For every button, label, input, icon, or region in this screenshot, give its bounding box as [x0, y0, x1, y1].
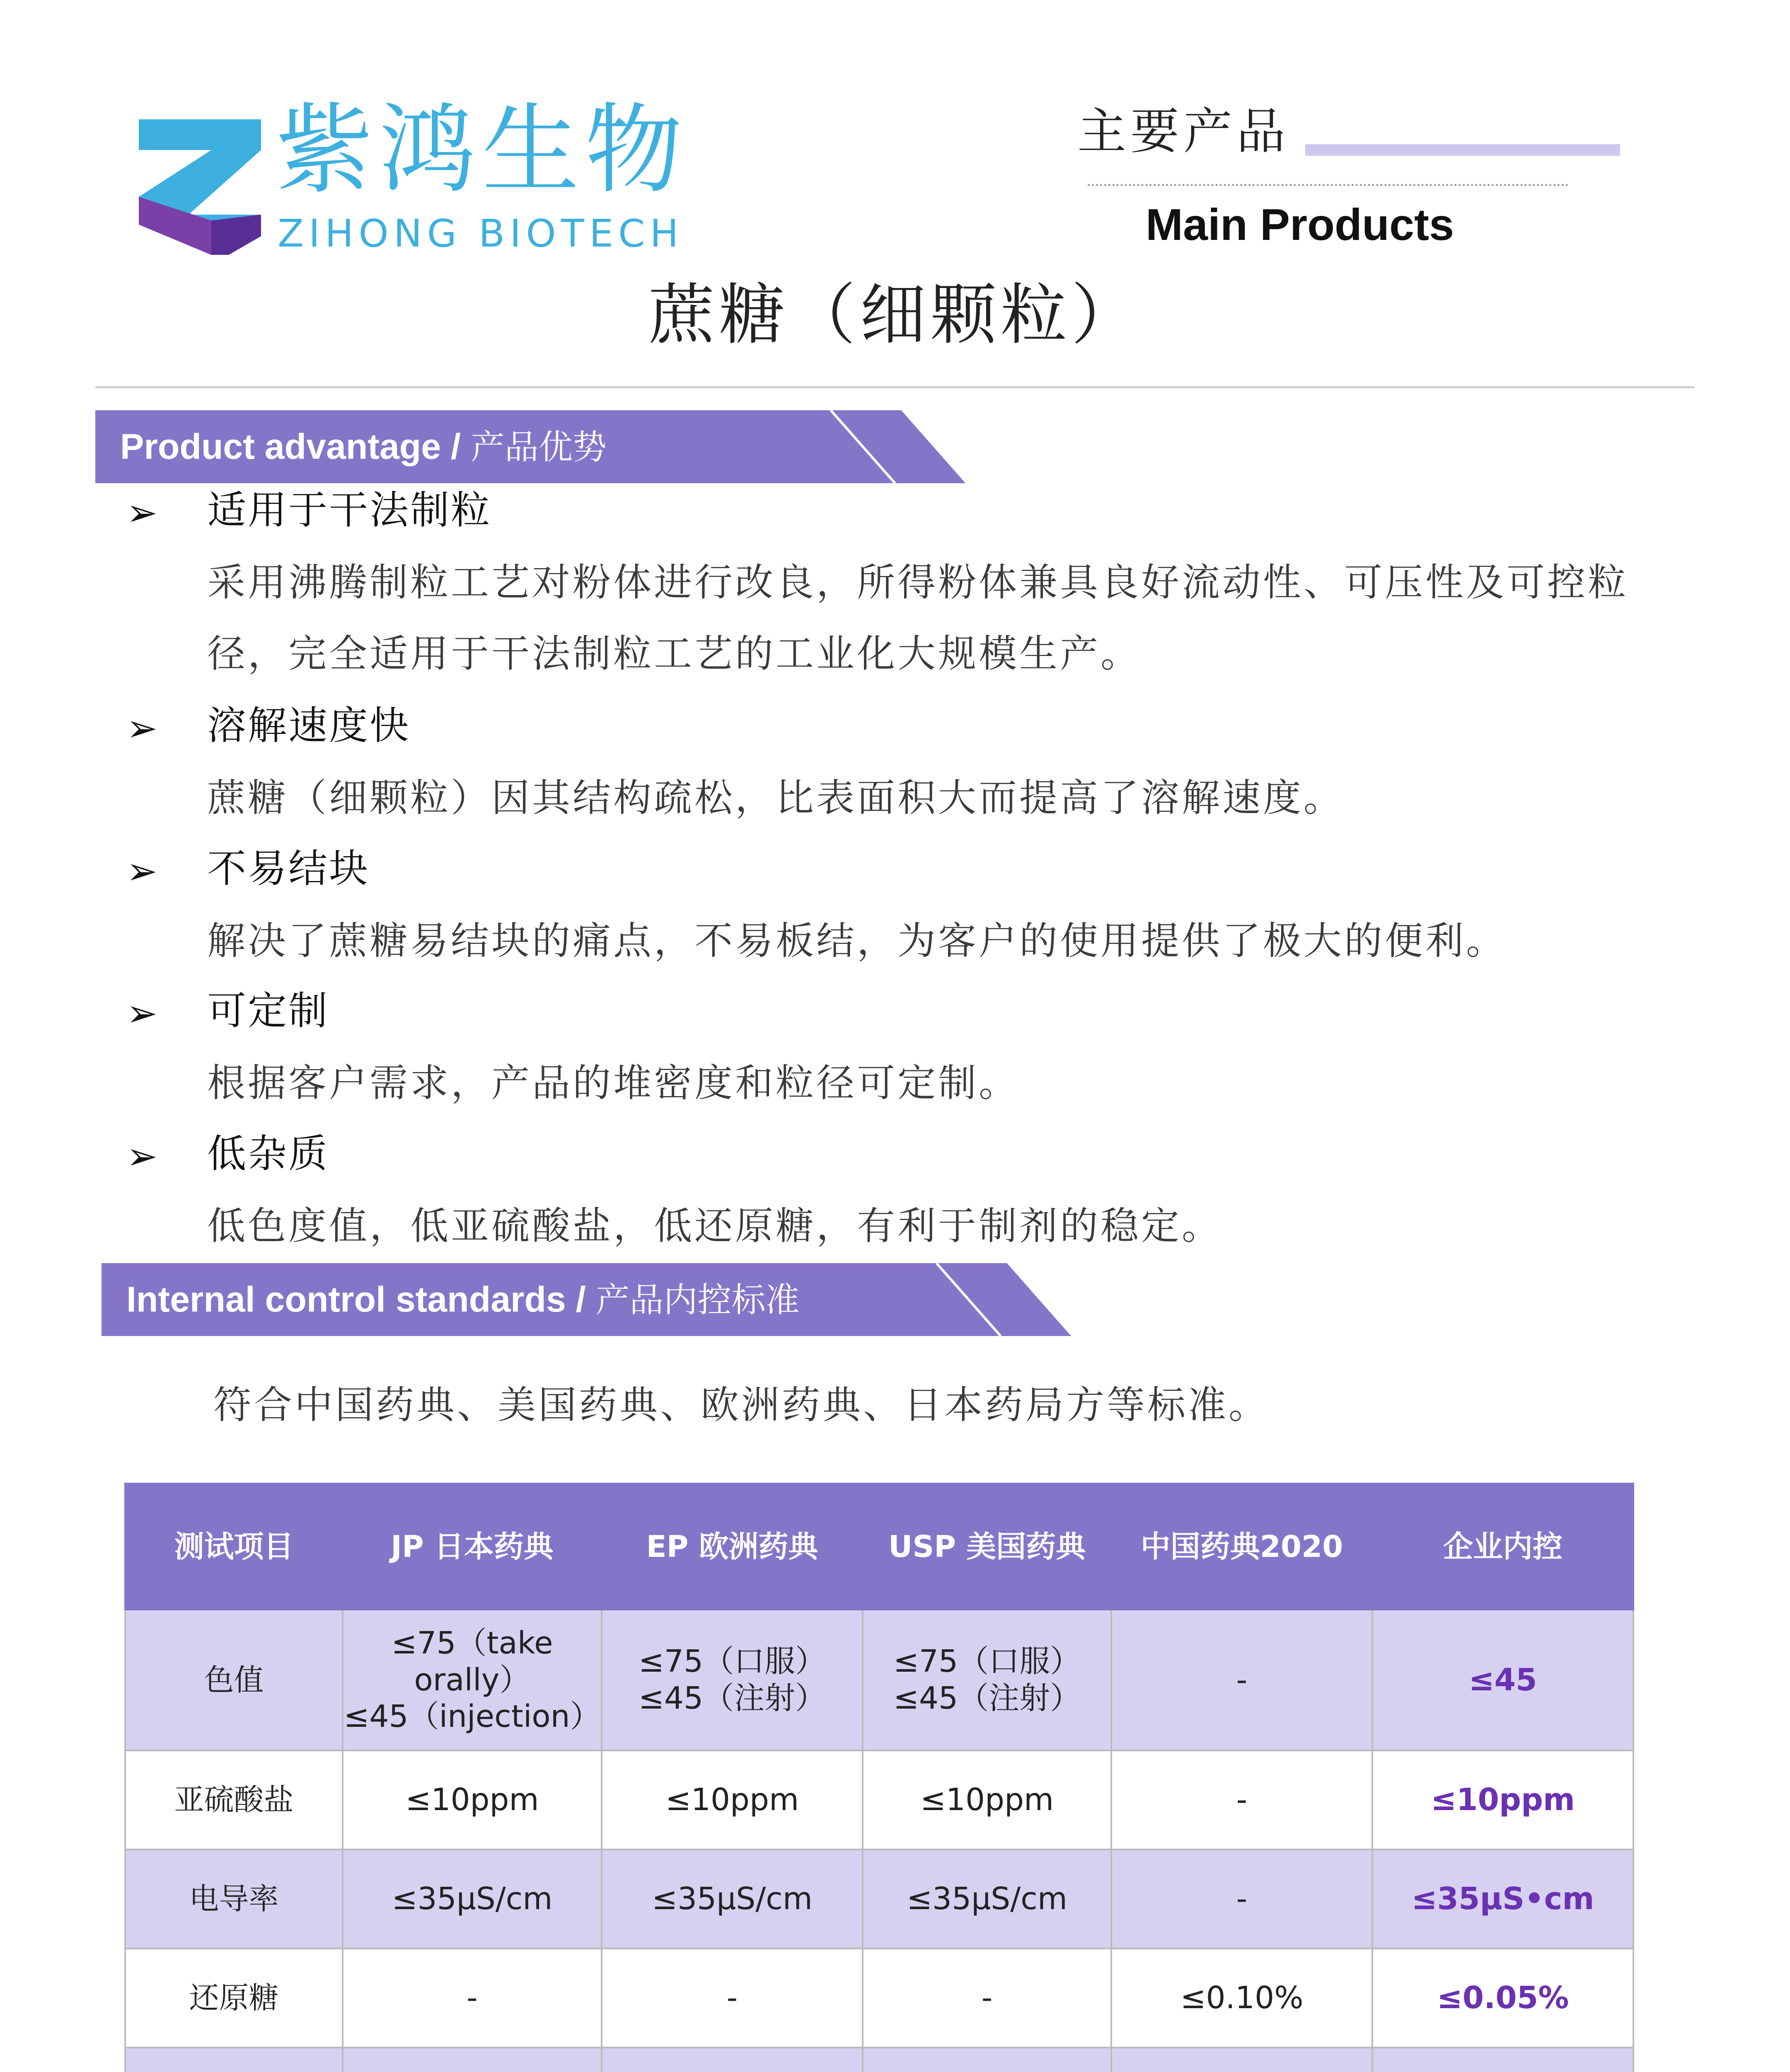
cell-internal: ≤0.05%: [1372, 1949, 1633, 2048]
cell-ep-line: ≤45（注射）: [638, 1680, 826, 1716]
table-row: [125, 2048, 1633, 2072]
table-header-row: [125, 1484, 1633, 1610]
cell-jp: [343, 1610, 602, 1750]
cell-test-item: 亚硫酸盐: [125, 1750, 343, 1849]
cell-internal: ≤45: [1372, 1610, 1633, 1750]
table-row: [125, 1750, 1633, 1849]
cell-test-item: 色值: [125, 1610, 343, 1750]
cell-cp: ≤0.10%: [1111, 1949, 1372, 2048]
arrow-bullet-icon: ➢: [126, 992, 158, 1035]
banner-title-en: Internal control standards /: [126, 1280, 596, 1319]
table-row: [125, 1849, 1633, 1949]
cell-ep-line: ≤75（口服）: [638, 1644, 826, 1680]
product-advantage-banner: [95, 410, 965, 483]
cell-ep: [602, 1849, 863, 1949]
main-products-en: Main Products: [1146, 199, 1454, 249]
arrow-bullet-icon: ➢: [126, 850, 158, 893]
cell-ep: [602, 2048, 863, 2072]
cell-usp: [863, 1750, 1111, 1849]
header-cp: 中国药典2020: [1111, 1484, 1372, 1610]
cell-usp: [863, 1849, 1111, 1949]
cell-jp-line: ≤10ppm: [405, 1782, 539, 1818]
cell-jp: [343, 1849, 602, 1949]
header-jp: JP 日本药典: [343, 1484, 602, 1610]
cell-ep: [602, 1750, 863, 1849]
advantage-description: 低色度值，低亚硫酸盐，低还原糖，有利于制剂的稳定。: [207, 1204, 1223, 1248]
arrow-bullet-icon: ➢: [126, 491, 158, 535]
cell-cp: -: [1111, 1610, 1372, 1750]
cell-test-item: [125, 2048, 343, 2072]
cell-jp-line: ≤35μS/cm: [392, 1881, 553, 1917]
cell-jp: [343, 1949, 602, 2048]
cell-jp: [343, 2048, 602, 2072]
cell-usp-line: ≤10ppm: [920, 1782, 1054, 1818]
cell-test-item: 电导率: [125, 1849, 343, 1949]
banner-title-cn: 产品优势: [470, 428, 607, 467]
advantage-heading: 低杂质: [207, 1131, 329, 1176]
cell-cp: [1111, 2048, 1372, 2072]
page-title: 蔗糖（细颗粒）: [648, 276, 1142, 353]
cell-cp: -: [1111, 1849, 1372, 1949]
dotted-divider: [1088, 184, 1568, 186]
advantage-description: 径，完全适用于干法制粒工艺的工业化大规模生产。: [207, 632, 1142, 676]
advantage-description: 根据客户需求，产品的堆密度和粒径可定制。: [207, 1061, 1020, 1105]
advantage-description: 解决了蔗糖易结块的痛点，不易板结，为客户的使用提供了极大的便利。: [207, 919, 1507, 963]
cell-jp-line: -: [467, 1980, 478, 2016]
cell-usp: [863, 2048, 1111, 2072]
specification-table: [124, 1483, 1634, 2072]
cell-usp-line: -: [981, 1980, 993, 2016]
internal-standards-banner: [102, 1263, 1071, 1336]
main-products-accent-bar: [1305, 144, 1620, 156]
zihong-logo-mark: [137, 112, 273, 261]
cell-usp-line: ≤75（口服）: [893, 1644, 1081, 1680]
cell-test-item: 还原糖: [125, 1949, 343, 2048]
header-internal: 企业内控: [1372, 1484, 1633, 1610]
arrow-bullet-icon: ➢: [126, 707, 158, 750]
cell-cp: -: [1111, 1750, 1372, 1849]
advantage-heading: 可定制: [207, 988, 329, 1034]
banner-title-cn: 产品内控标准: [595, 1280, 800, 1320]
advantage-description: 蔗糖（细颗粒）因其结构疏松，比表面积大而提高了溶解速度。: [207, 776, 1345, 820]
brand-name-en: ZIHONG BIOTECH: [278, 211, 684, 256]
advantage-heading: 适用于干法制粒: [207, 488, 492, 533]
cell-usp: [863, 1610, 1111, 1750]
table-row: [125, 1949, 1633, 2048]
header-ep: EP 欧洲药典: [602, 1484, 863, 1610]
cell-internal: ≤35μS•cm: [1372, 1849, 1633, 1949]
header-usp: USP 美国药典: [863, 1484, 1111, 1610]
cell-usp-line: ≤35μS/cm: [907, 1881, 1067, 1917]
cell-usp: [863, 1949, 1111, 2048]
banner-title-en: Product advantage /: [120, 427, 471, 467]
standards-description: 符合中国药典、美国药典、欧洲药典、日本药局方等标准。: [213, 1383, 1270, 1427]
cell-ep-line: ≤35μS/cm: [652, 1881, 813, 1917]
arrow-bullet-icon: ➢: [126, 1135, 158, 1178]
header-test-item: 测试项目: [125, 1484, 343, 1610]
advantage-heading: 溶解速度快: [207, 703, 411, 748]
cell-ep: [602, 1610, 863, 1750]
cell-jp-line: ≤45（injection）: [343, 1699, 601, 1735]
cell-ep-line: -: [726, 1980, 738, 2016]
table-row: [125, 1610, 1633, 1750]
cell-usp-line: ≤45（注射）: [893, 1680, 1081, 1716]
cell-internal: ≤10ppm: [1372, 1750, 1633, 1849]
title-divider: [95, 386, 1695, 388]
cell-jp-line: ≤75（take orally）: [391, 1625, 553, 1698]
cell-internal: [1372, 2048, 1633, 2072]
main-products-cn: 主要产品: [1077, 103, 1290, 160]
cell-ep-line: ≤10ppm: [665, 1782, 799, 1818]
advantage-description: 采用沸腾制粒工艺对粉体进行改良，所得粉体兼具良好流动性、可压性及可控粒: [207, 560, 1629, 605]
brand-name-cn: 紫鸿生物: [276, 94, 688, 207]
cell-ep: [602, 1949, 863, 2048]
advantage-heading: 不易结块: [207, 846, 370, 891]
cell-jp: [343, 1750, 602, 1849]
